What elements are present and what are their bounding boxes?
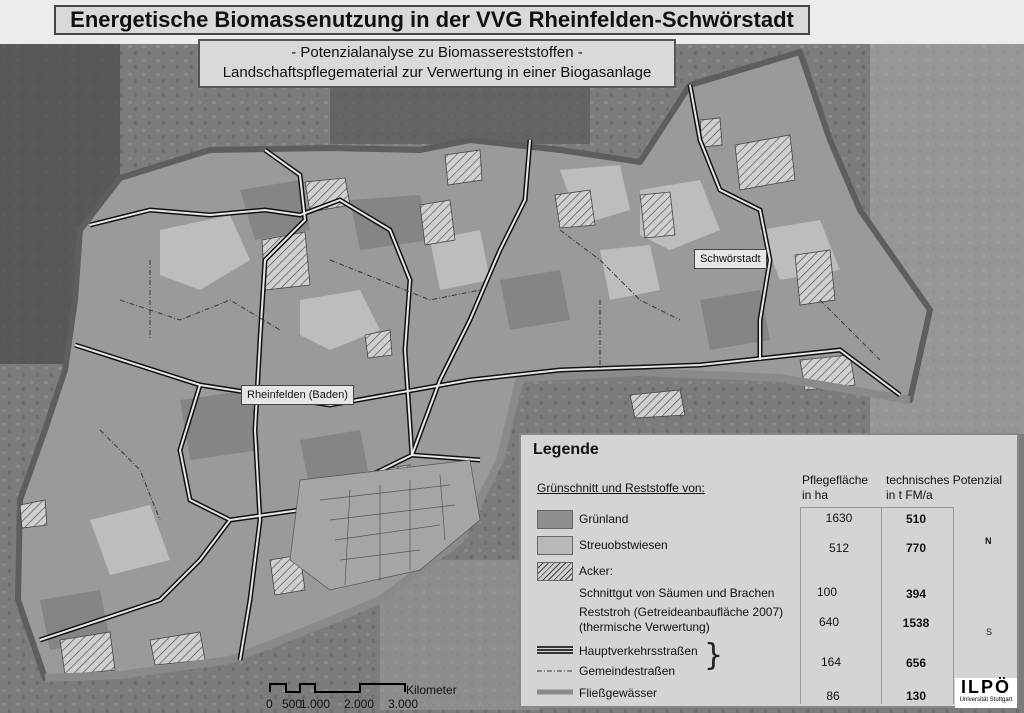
legend-col-potential-header <box>886 473 1002 503</box>
legend-label-gruenland: Grünland <box>579 512 629 526</box>
legend-brace: } <box>704 638 724 673</box>
swatch-acker <box>537 562 573 581</box>
legend-potential-roads: 656 <box>905 656 927 670</box>
compass-north-label: N <box>985 536 992 546</box>
legend-subtitle: Grünschnitt und Reststoffe von: <box>537 481 705 495</box>
subtitle-line-2: Landschaftspflegematerial zur Verwertung in einer Biogasanlage <box>222 64 652 81</box>
legend-label-local-road: Gemeindestraßen <box>579 664 676 678</box>
legend-label-streuobst: Streuobstwiesen <box>579 538 668 552</box>
map-subtitle <box>198 39 676 88</box>
legend-area-gruenland: 1630 <box>825 511 853 525</box>
scale-unit: Kilometer <box>406 683 457 697</box>
compass-south-label: S <box>986 627 993 637</box>
ilpo-logo-org: Universität Stuttgart <box>959 697 1013 703</box>
swatch-gruenland <box>537 510 573 529</box>
legend-label-reststroh-line1: Reststroh (Getreideanbaufläche 2007) <box>579 605 784 619</box>
legend-col-potential-frame <box>880 507 954 704</box>
place-label-schwoerstadt: Schwörstadt <box>694 249 767 269</box>
legend-label-main-road: Hauptverkehrsstraßen <box>579 644 698 658</box>
legend-col-area-header <box>802 473 868 503</box>
scale-tick-1000: 1.000 <box>300 697 331 711</box>
scale-tick-500: 500 <box>282 697 303 711</box>
legend-area-reststroh: 640 <box>818 615 840 629</box>
legend-potential-reststroh: 1538 <box>902 616 930 630</box>
col-area-header-line1: Pflegefläche <box>802 473 869 487</box>
col-potential-header-line1: technisches Potenzial <box>886 473 1003 487</box>
col-area-header-line2: in ha <box>802 488 829 502</box>
legend-panel <box>519 433 1019 708</box>
scale-tick-0: 0 <box>266 697 273 711</box>
legend-label-acker: Acker: <box>579 564 614 578</box>
legend-area-river: 86 <box>826 689 840 703</box>
legend-potential-streuobst: 770 <box>905 541 927 555</box>
place-label-rheinfelden: Rheinfelden (Baden) <box>241 385 354 405</box>
legend-potential-river: 130 <box>905 689 927 703</box>
scale-tick-3000: 3.000 <box>388 697 419 711</box>
legend-area-schnittgut: 100 <box>816 585 838 599</box>
legend-area-roads: 164 <box>820 655 842 669</box>
legend-label-river: Fließgewässer <box>579 686 658 700</box>
legend-label-reststroh <box>579 605 783 635</box>
swatch-main-road <box>537 645 573 655</box>
ilpo-logo <box>955 678 1017 708</box>
swatch-river <box>537 689 573 695</box>
legend-label-schnittgut: Schnittgut von Säumen und Brachen <box>579 586 775 600</box>
swatch-streuobst <box>537 536 573 555</box>
legend-area-streuobst: 512 <box>828 541 850 555</box>
legend-label-reststroh-line2: (thermische Verwertung) <box>579 620 710 634</box>
scale-tick-2000: 2.000 <box>344 697 375 711</box>
legend-potential-schnittgut: 394 <box>905 587 927 601</box>
subtitle-line-1: - Potenzialanalyse zu Biomassereststoffen - <box>291 44 583 61</box>
legend-title: Legende <box>533 441 599 458</box>
ilpo-logo-name: ILPÖ <box>960 677 1011 697</box>
col-potential-header-line2: in t FM/a <box>886 488 933 502</box>
legend-col-area-frame <box>800 507 882 704</box>
legend-potential-gruenland: 510 <box>905 512 927 526</box>
swatch-local-road <box>537 669 573 673</box>
map-title: Energetische Biomassenutzung in der VVG Rheinfelden-Schwörstadt <box>54 5 810 35</box>
